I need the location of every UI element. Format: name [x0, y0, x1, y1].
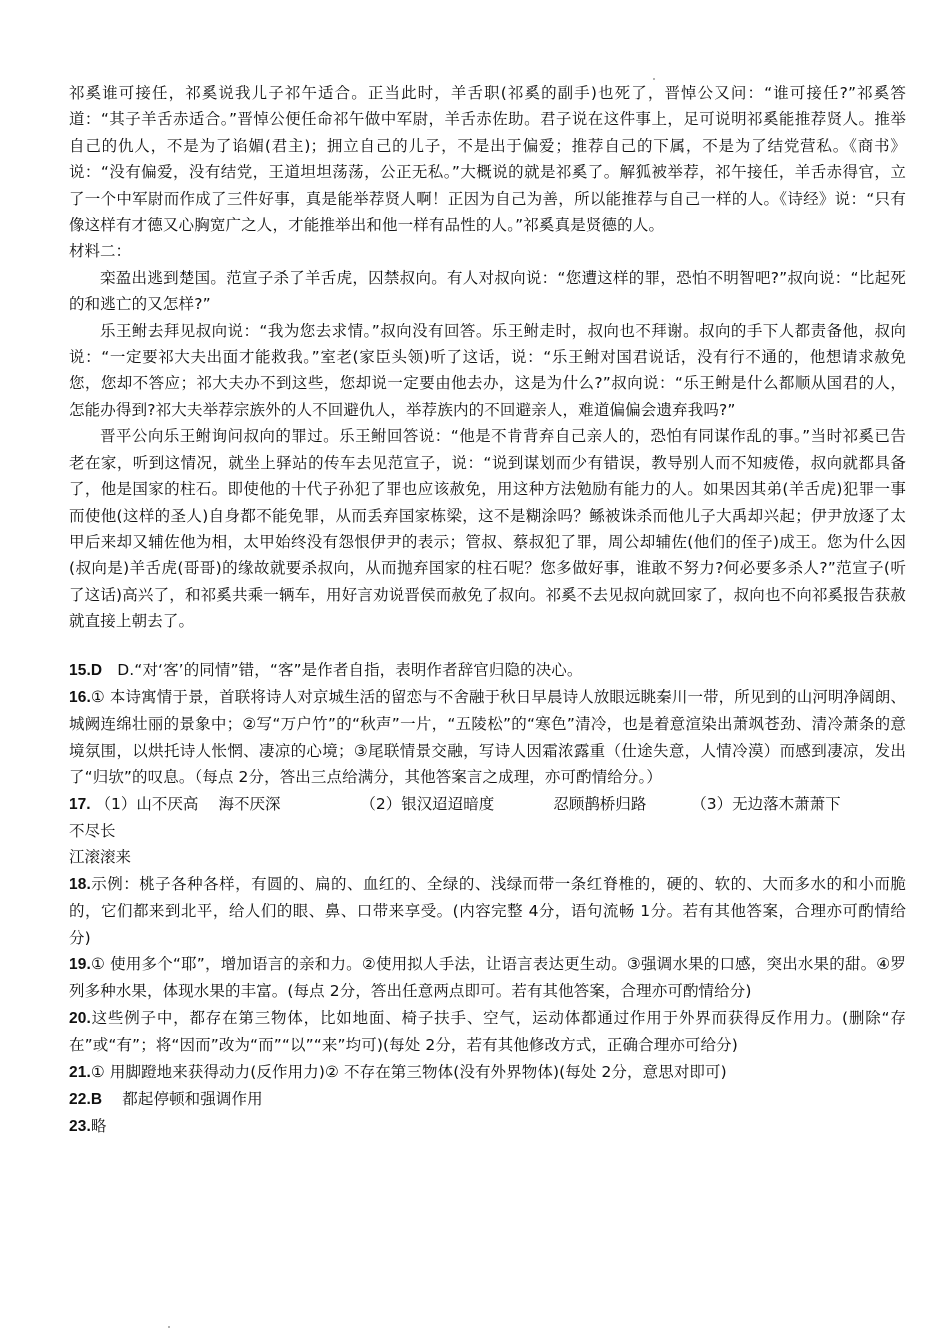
material2-paragraph-3: 晋平公向乐王鲋询问叔向的罪过。乐王鲋回答说：“他是不肯背弃自己亲人的，恐怕有同谋作乱的事。”当时祁奚已告老在家，听到这情况，就坐上驿站的传车去见范宣子，说：“说到谋划而少有错误，教导别人而不知疲倦，叔向就都具备了，他是国家的柱石。即使他的十代子孙犯了罪也应该赦免，用这种方法勉励有能力的人。如果因其弟(羊舌虎)犯罪一事而使他(这样的圣人)自身都不能免罪，从而丢弃国家栋梁，这不是糊涂吗？鲧被诛杀而他儿子大禹却兴起；伊尹放逐了太甲后来却又辅佐他为相，太甲始终没有怨恨伊尹的表示；管叔、蔡叔犯了罪，周公却辅佐(他们的侄子)成王。您为什么因(叔向是)羊舌虎(哥哥)的缘故就要杀叔向，从而抛弃国家的柱石呢？您多做好事，谁敢不努力?何必要多杀人?”范宣子(听了这话)高兴了，和祁奚共乘一辆车，用好言劝说晋侯而赦免了叔向。祁奚不去见叔向就回家了，叔向也不向祁奚报告获赦就直接上朝去了。: [69, 427, 906, 631]
answer-21-number: 21.: [69, 1063, 91, 1081]
answer-15: [69, 657, 906, 684]
answer-18-text: 示例：桃子各种各样，有圆的、扁的、血红的、全绿的、浅绿而带一条红脊椎的，硬的、软的、大而多水的和小而脆的，它们都来到北平，给人们的眼、鼻、口带来享受。(内容完整 4分，语句流畅 1分。若有其他答案，合理亦可酌情给分): [69, 874, 906, 947]
material2-label: 材料二：: [69, 242, 132, 261]
answer-23: [69, 1113, 906, 1140]
answer-17-part-5: （3）无边落木萧萧下: [691, 794, 841, 813]
answer-20: [69, 1005, 906, 1059]
answer-23-text: 略: [90, 1117, 107, 1136]
answer-15-text: D.“对‘客’的同情”错，“客”是作者自指，表明作者辞官归隐的决心。: [117, 660, 583, 679]
scan-speck-bottom: [168, 1326, 170, 1328]
answer-17-part-1: （1）山不厌高: [95, 794, 199, 813]
answer-17-part-4: 忍顾鹊桥归路: [553, 794, 647, 813]
answer-15-number: 15.D: [69, 661, 103, 679]
material2-paragraph-2: 乐王鲋去拜见叔向说：“我为您去求情。”叔向没有回答。乐王鲋走时，叔向也不拜谢。叔向的手下人都责备他，叔向说：“一定要祁大夫出面才能救我。”室老(家臣头领)听了这话，说：“乐王鲋对国君说话，没有行不通的，他想请求赦免您，您却不答应；祁大夫办不到这些，您却说一定要由他去办，这是为什么?”叔向说：“乐王鲋是什么都顺从国君的人，怎能办得到?祁大夫举荐宗族外的人不回避仇人，举荐族内的不回避亲人，难道偏偏会遗弃我吗?”: [69, 321, 906, 419]
answer-17-part-2: 海不厌深: [218, 794, 281, 813]
answer-23-number: 23.: [69, 1118, 91, 1136]
section-gap: [69, 635, 906, 657]
answer-19-text: ① 使用多个“耶”，增加语言的亲和力。②使用拟人手法，让语言表达更生动。③强调水果的口感，突出水果的甜。④罗列多种水果，体现水果的丰富。(每点 2分，答出任意两点即可。若有其他答案，合理亦可酌情给分): [69, 955, 906, 1001]
material1-continuation: 祁奚谁可接任，祁奚说我儿子祁午适合。正当此时，羊舌职(祁奚的副手)也死了，晋悼公又问：“谁可接任?”祁奚答道：“其子羊舌赤适合。”晋悼公便任命祁午做中军尉，羊舌赤佐助。君子说在这件事上，足可说明祁奚能推荐贤人。推举自己的仇人，不是为了谄媚(君主)；拥立自己的儿子，不是出于偏爱；推荐自己的下属，不是为了结党营私。《商书》说：“没有偏爱，没有结党，王道坦坦荡荡，公正无私。”大概说的就是祁奚了。解狐被举荐，祁午接任，羊舌赤得官，立了一个中军尉而作成了三件好事，真是能举荐贤人啊！正因为自己为善，所以能推荐与自己一样的人。《诗经》说：“只有像这样有才德又心胸宽广之人，才能推举出和他一样有品性的人。”祁奚真是贤德的人。: [69, 84, 906, 235]
answer-16: [69, 684, 906, 791]
answer-21: [69, 1059, 906, 1086]
answer-20-number: 20.: [69, 1009, 91, 1027]
answer-17-part-6: 不尽长: [69, 821, 116, 840]
answer-18-number: 18.: [69, 875, 91, 893]
answer-18: [69, 871, 906, 951]
answer-19: [69, 951, 906, 1005]
answer-22-number: 22.B: [69, 1091, 103, 1109]
answer-17-part-3: （2）银汉迢迢暗度: [360, 794, 495, 813]
answer-20-text: 这些例子中，都存在第三物体，比如地面、椅子扶手、空气，运动体都通过作用于外界而获得反作用力。(删除“存在”或“有”；将“因而”改为“而”“以”“来”均可)(每处 2分，若有其他修改方式，正确合理亦可给分): [69, 1008, 906, 1055]
answer-21-text: ① 用脚蹬地来获得动力(反作用力)② 不存在第三物体(没有外界物体)(每处 2分，意思对即可): [90, 1062, 727, 1081]
answer-17: [69, 791, 906, 845]
answer-17-continuation: 江滚滚来: [69, 848, 132, 867]
scan-speck-top: [653, 78, 655, 80]
answer-16-number: 16.: [69, 688, 91, 706]
answer-17-number: 17.: [69, 795, 91, 813]
answer-22: [69, 1086, 906, 1113]
answer-19-number: 19.: [69, 956, 91, 973]
material2-paragraph-1: 栾盈出逃到楚国。范宣子杀了羊舌虎，囚禁叔向。有人对叔向说：“您遭这样的罪，恐怕不明智吧?”叔向说：“比起死的和逃亡的又怎样?”: [69, 268, 906, 314]
answer-16-text: ① 本诗寓情于景，首联将诗人对京城生活的留恋与不舍融于秋日早晨诗人放眼远眺秦川一带，所见到的山河明净阔朗、城阙连绵壮丽的景象中；②写“万户竹”的“秋声”一片，“五陵松”的“寒色”清冷，也是着意渲染出萧飒苍劲、清冷萧条的意境氛围，以烘托诗人怅惘、凄凉的心境；③尾联情景交融，写诗人因霜浓露重（仕途失意，人情冷漠）而感到凄凉，发出了“归欤”的叹息。（每点 2分，答出三点给满分，其他答案言之成理，亦可酌情给分。）: [69, 687, 906, 787]
answer-22-text: 都起停顿和强调作用: [122, 1090, 263, 1109]
